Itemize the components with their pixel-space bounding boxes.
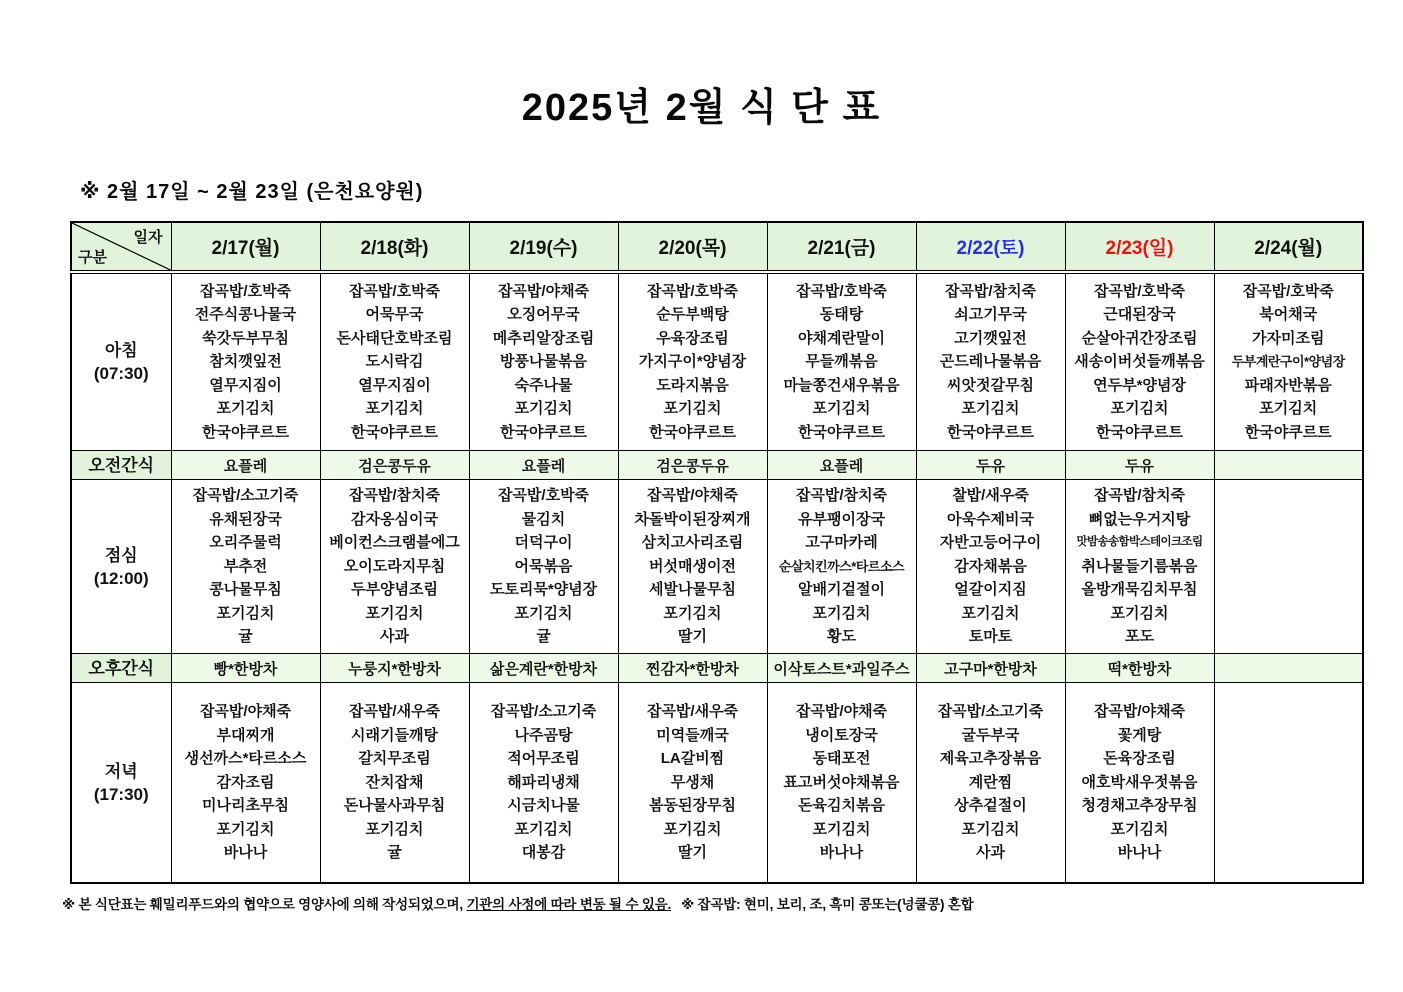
footnote-grain-note: ※ 잡곡밥: 현미, 보리, 조, 흑미 콩또는(넝쿨콩) 혼합 bbox=[681, 897, 974, 912]
footnote-underlined-text: 기관의 사정에 따라 변동 될 수 있음. bbox=[466, 897, 672, 912]
menu-item: 귤 bbox=[536, 628, 551, 646]
row-label-morning-snack: 오전간식 bbox=[71, 451, 171, 480]
menu-item: 곤드레나물볶음 bbox=[939, 353, 1042, 371]
menu-item: 돈육김치볶음 bbox=[798, 797, 885, 815]
menu-item: 제육고추장볶음 bbox=[939, 750, 1042, 768]
menu-item: 포기김치 bbox=[1259, 400, 1318, 418]
menu-item: 잡곡밥/야채죽 bbox=[497, 282, 590, 300]
snack-cell: 검은콩두유 bbox=[618, 451, 767, 480]
menu-item: 꽃게탕 bbox=[1117, 726, 1162, 744]
corner-cell bbox=[71, 222, 171, 272]
menu-item: 쑥갓두부무침 bbox=[202, 329, 289, 347]
menu-cell bbox=[469, 272, 618, 451]
menu-item: 상추겉절이 bbox=[954, 797, 1027, 815]
morning-snack-row bbox=[71, 451, 1363, 480]
menu-item: 오리주물럭 bbox=[209, 534, 282, 552]
menu-cell bbox=[1214, 683, 1363, 884]
menu-cell bbox=[916, 683, 1065, 884]
menu-item: 잡곡밥/호박죽 bbox=[348, 282, 441, 300]
menu-item: 포기김치 bbox=[365, 820, 424, 838]
menu-cell bbox=[618, 272, 767, 451]
menu-cell bbox=[171, 683, 320, 884]
snack-cell: 두유 bbox=[1065, 451, 1214, 480]
menu-item: 돈사태단호박조림 bbox=[336, 329, 453, 347]
menu-item: 귤 bbox=[387, 844, 402, 862]
menu-item: 찰밥/새우죽 bbox=[952, 487, 1029, 505]
dinner-row bbox=[71, 683, 1363, 884]
menu-item: 콩나물무침 bbox=[209, 581, 282, 599]
menu-item: 잡곡밥/소고기죽 bbox=[937, 703, 1044, 721]
menu-cell bbox=[171, 480, 320, 654]
menu-item: 열무지짐이 bbox=[358, 376, 431, 394]
menu-item: 포기김치 bbox=[961, 604, 1020, 622]
menu-item: 가자미조림 bbox=[1252, 329, 1325, 347]
menu-item: 두부계란구이*양념장 bbox=[1231, 354, 1345, 370]
menu-item: 포기김치 bbox=[1110, 400, 1169, 418]
column-header-tue: 2/18(화) bbox=[320, 222, 469, 272]
column-header-mon: 2/17(월) bbox=[171, 222, 320, 272]
menu-cell bbox=[618, 683, 767, 884]
menu-item: 사과 bbox=[380, 628, 409, 646]
snack-cell: 요플레 bbox=[767, 451, 916, 480]
menu-cell bbox=[469, 683, 618, 884]
menu-item: 방풍나물볶음 bbox=[500, 353, 587, 371]
menu-item: 무생채 bbox=[670, 773, 715, 791]
menu-item: 잡곡밥/새우죽 bbox=[348, 703, 441, 721]
snack-cell: 요플레 bbox=[469, 451, 618, 480]
menu-item: 잡곡밥/야채죽 bbox=[795, 703, 888, 721]
menu-item: 애호박새우젓볶음 bbox=[1081, 773, 1198, 791]
column-header-sat: 2/22(토) bbox=[916, 222, 1065, 272]
menu-item: 오징어무국 bbox=[507, 306, 580, 324]
menu-cell bbox=[320, 272, 469, 451]
menu-item: 포기김치 bbox=[663, 400, 722, 418]
menu-item: 계란찜 bbox=[968, 773, 1013, 791]
menu-item: 귤 bbox=[238, 628, 253, 646]
row-label-lunch bbox=[71, 480, 171, 654]
menu-item: 두부양념조림 bbox=[351, 581, 438, 599]
row-label-time: (12:00) bbox=[93, 568, 149, 588]
menu-cell bbox=[469, 480, 618, 654]
snack-cell: 고구마*한방차 bbox=[916, 654, 1065, 683]
lunch-row bbox=[71, 480, 1363, 654]
menu-item: 한국야쿠르트 bbox=[1096, 423, 1183, 441]
menu-item: 황도 bbox=[827, 628, 856, 646]
menu-item: 베이컨스크램블에그 bbox=[329, 534, 460, 552]
menu-item: 도라지볶음 bbox=[656, 376, 729, 394]
menu-item: 한국야쿠르트 bbox=[649, 423, 736, 441]
row-label-time: (17:30) bbox=[93, 784, 149, 804]
snack-cell bbox=[1214, 451, 1363, 480]
menu-item: 한국야쿠르트 bbox=[947, 423, 1034, 441]
menu-item: 우육장조림 bbox=[656, 329, 729, 347]
menu-item: 고구마카레 bbox=[805, 534, 878, 552]
menu-item: 도시락김 bbox=[365, 353, 424, 371]
menu-item: 열무지짐이 bbox=[209, 376, 282, 394]
meal-plan-table bbox=[70, 221, 1364, 884]
menu-item: 토마토 bbox=[968, 628, 1013, 646]
menu-item: 감자채볶음 bbox=[954, 557, 1027, 575]
menu-cell bbox=[1214, 272, 1363, 451]
menu-item: 바나나 bbox=[1117, 844, 1162, 862]
menu-item: 올방개묵김치무침 bbox=[1081, 581, 1198, 599]
snack-cell: 검은콩두유 bbox=[320, 451, 469, 480]
menu-item: 생선까스*타르소스 bbox=[184, 750, 307, 768]
menu-item: 표고버섯야채볶음 bbox=[783, 773, 900, 791]
menu-item: 돈나물사과무침 bbox=[343, 797, 446, 815]
menu-item: 나주곰탕 bbox=[514, 726, 573, 744]
menu-item: 마늘쫑건새우볶음 bbox=[783, 376, 900, 394]
menu-item: 아욱수제비국 bbox=[947, 510, 1034, 528]
menu-cell bbox=[320, 683, 469, 884]
menu-item: 잡곡밥/호박죽 bbox=[646, 282, 739, 300]
menu-item: 잡곡밥/참치죽 bbox=[944, 282, 1037, 300]
menu-item: 야채계란말이 bbox=[798, 329, 885, 347]
menu-item: 잡곡밥/호박죽 bbox=[199, 282, 292, 300]
menu-item: 청경채고추장무침 bbox=[1081, 797, 1198, 815]
menu-item: 잡곡밥/참치죽 bbox=[1093, 487, 1186, 505]
menu-item: 순두부백탕 bbox=[656, 306, 729, 324]
menu-item: 오이도라지무침 bbox=[343, 557, 446, 575]
menu-item: 대봉감 bbox=[521, 844, 566, 862]
menu-item: 잡곡밥/호박죽 bbox=[1242, 282, 1334, 300]
menu-item: 포기김치 bbox=[514, 604, 573, 622]
menu-item: 시금치나물 bbox=[507, 797, 580, 815]
menu-item: 유부팽이장국 bbox=[798, 510, 885, 528]
afternoon-snack-row bbox=[71, 654, 1363, 683]
menu-cell bbox=[1065, 683, 1214, 884]
menu-item: 무들깨볶음 bbox=[805, 353, 878, 371]
snack-cell: 삶은계란*한방차 bbox=[469, 654, 618, 683]
menu-item: 잡곡밥/야채죽 bbox=[199, 703, 292, 721]
menu-item: 가지구이*양념장 bbox=[638, 353, 747, 371]
menu-item: 잡곡밥/야채죽 bbox=[1093, 703, 1186, 721]
column-header-next-mon: 2/24(월) bbox=[1214, 222, 1363, 272]
menu-item: 한국야쿠르트 bbox=[202, 423, 289, 441]
menu-item: 잡곡밥/호박죽 bbox=[795, 282, 888, 300]
menu-item: 포기김치 bbox=[365, 400, 424, 418]
row-label-time: (07:30) bbox=[93, 364, 149, 383]
menu-item: 숙주나물 bbox=[514, 376, 573, 394]
menu-item: 포기김치 bbox=[961, 820, 1020, 838]
menu-cell bbox=[916, 272, 1065, 451]
menu-item: 굴두부국 bbox=[961, 726, 1020, 744]
menu-item: 포기김치 bbox=[1110, 604, 1169, 622]
menu-item: 잡곡밥/호박죽 bbox=[1093, 282, 1186, 300]
menu-cell bbox=[767, 683, 916, 884]
menu-item: 뼈없는우거지탕 bbox=[1088, 510, 1191, 528]
menu-item: 바나나 bbox=[223, 844, 268, 862]
menu-item: 더덕구이 bbox=[514, 534, 573, 552]
menu-item: 순살치킨까스*타르소스 bbox=[778, 558, 905, 574]
menu-item: 물김치 bbox=[521, 510, 566, 528]
menu-item: 포기김치 bbox=[514, 400, 573, 418]
menu-item: 차돌박이된장찌개 bbox=[634, 510, 751, 528]
menu-item: 포기김치 bbox=[812, 604, 871, 622]
menu-item: 어묵볶음 bbox=[514, 557, 573, 575]
corner-label-category: 구분 bbox=[78, 249, 107, 266]
menu-item: 유채된장국 bbox=[209, 510, 282, 528]
snack-cell: 빵*한방차 bbox=[171, 654, 320, 683]
menu-item: 포기김치 bbox=[514, 820, 573, 838]
menu-item: 포기김치 bbox=[812, 400, 871, 418]
menu-item: 딸기 bbox=[678, 844, 707, 862]
menu-item: 얼갈이지짐 bbox=[954, 581, 1027, 599]
menu-item: 바나나 bbox=[819, 844, 864, 862]
row-label-breakfast bbox=[71, 272, 171, 451]
menu-item: 잡곡밥/소고기죽 bbox=[192, 487, 299, 505]
menu-item: 연두부*양념장 bbox=[1093, 376, 1186, 394]
menu-item: 잡곡밥/야채죽 bbox=[646, 487, 739, 505]
menu-item: 포기김치 bbox=[365, 604, 424, 622]
menu-item: 돈육장조림 bbox=[1103, 750, 1176, 768]
menu-item: 봄동된장무침 bbox=[649, 797, 736, 815]
menu-item: 포기김치 bbox=[812, 820, 871, 838]
date-range-note: ※ 2월 17일 ~ 2월 23일 (은천요양원) bbox=[80, 181, 424, 203]
menu-cell bbox=[767, 272, 916, 451]
menu-item: 미나리초무침 bbox=[202, 797, 289, 815]
menu-cell bbox=[171, 272, 320, 451]
menu-item: 세발나물무침 bbox=[649, 581, 736, 599]
menu-item: 잡곡밥/호박죽 bbox=[497, 487, 590, 505]
menu-cell bbox=[1214, 480, 1363, 654]
menu-item: 새송이버섯들깨볶음 bbox=[1074, 353, 1205, 371]
menu-cell bbox=[1065, 480, 1214, 654]
column-header-thu: 2/20(목) bbox=[618, 222, 767, 272]
menu-item: 맛밤송송함박스테이크조림 bbox=[1076, 536, 1203, 549]
menu-item: 근대된장국 bbox=[1103, 306, 1176, 324]
menu-item: 동태포전 bbox=[812, 750, 871, 768]
menu-item: 한국야쿠르트 bbox=[798, 423, 885, 441]
menu-item: 적어무조림 bbox=[507, 750, 580, 768]
menu-item: 미역들깨국 bbox=[656, 726, 729, 744]
menu-cell bbox=[618, 480, 767, 654]
menu-item: 고기깻잎전 bbox=[954, 329, 1027, 347]
menu-item: 도토리묵*양념장 bbox=[489, 581, 598, 599]
row-label-dinner bbox=[71, 683, 171, 884]
menu-item: 갈치무조림 bbox=[358, 750, 431, 768]
snack-cell bbox=[1214, 654, 1363, 683]
menu-item: 파래자반볶음 bbox=[1244, 376, 1332, 394]
menu-item: 해파리냉채 bbox=[507, 773, 580, 791]
snack-cell: 누룽지*한방차 bbox=[320, 654, 469, 683]
menu-cell bbox=[916, 480, 1065, 654]
menu-item: 시래기들깨탕 bbox=[351, 726, 438, 744]
column-header-fri: 2/21(금) bbox=[767, 222, 916, 272]
menu-item: 취나물들기름볶음 bbox=[1081, 557, 1198, 575]
menu-cell bbox=[1065, 272, 1214, 451]
menu-item: 잡곡밥/새우죽 bbox=[646, 703, 739, 721]
footnote-text: ※ 본 식단표는 훼밀리푸드와의 협약으로 영양사에 의해 작성되었으며, bbox=[62, 897, 467, 912]
menu-item: 한국야쿠르트 bbox=[500, 423, 587, 441]
menu-item: 한국야쿠르트 bbox=[1244, 423, 1332, 441]
menu-item: LA갈비찜 bbox=[660, 750, 725, 768]
menu-item: 잔치잡채 bbox=[365, 773, 424, 791]
menu-item: 자반고등어구이 bbox=[939, 534, 1042, 552]
menu-item: 알배기겉절이 bbox=[798, 581, 885, 599]
row-label-text: 점심 bbox=[104, 545, 138, 565]
menu-item: 잡곡밥/참치죽 bbox=[348, 487, 441, 505]
menu-item: 포기김치 bbox=[663, 820, 722, 838]
menu-item: 잡곡밥/참치죽 bbox=[795, 487, 888, 505]
row-label-text: 아침 bbox=[104, 341, 138, 360]
menu-item: 동태탕 bbox=[819, 306, 864, 324]
menu-item: 씨앗젓갈무침 bbox=[947, 376, 1034, 394]
menu-item: 포기김치 bbox=[216, 400, 275, 418]
menu-item: 어묵무국 bbox=[365, 306, 424, 324]
header-row bbox=[71, 222, 1363, 272]
page-title: 2025년 2월 식 단 표 bbox=[521, 87, 882, 129]
menu-item: 감자조림 bbox=[216, 773, 275, 791]
menu-item: 북어채국 bbox=[1259, 306, 1318, 324]
menu-cell bbox=[767, 480, 916, 654]
menu-item: 사과 bbox=[976, 844, 1005, 862]
snack-cell: 떡*한방차 bbox=[1065, 654, 1214, 683]
snack-cell: 찐감자*한방차 bbox=[618, 654, 767, 683]
menu-item: 참치깻잎전 bbox=[209, 353, 282, 371]
menu-item: 포기김치 bbox=[216, 604, 275, 622]
menu-item: 냉이토장국 bbox=[805, 726, 878, 744]
menu-item: 부추전 bbox=[223, 557, 268, 575]
snack-cell: 이삭토스트*과일주스 bbox=[767, 654, 916, 683]
corner-label-date: 일자 bbox=[133, 229, 163, 246]
menu-item: 삼치고사리조림 bbox=[641, 534, 744, 552]
menu-item: 포기김치 bbox=[1110, 820, 1169, 838]
menu-item: 전주식콩나물국 bbox=[194, 306, 297, 324]
menu-item: 잡곡밥/소고기죽 bbox=[490, 703, 597, 721]
menu-item: 부대찌개 bbox=[216, 726, 275, 744]
menu-cell bbox=[320, 480, 469, 654]
snack-cell: 요플레 bbox=[171, 451, 320, 480]
column-header-wed: 2/19(수) bbox=[469, 222, 618, 272]
row-label-afternoon-snack: 오후간식 bbox=[71, 654, 171, 683]
menu-item: 포도 bbox=[1125, 628, 1154, 646]
column-header-sun: 2/23(일) bbox=[1065, 222, 1214, 272]
menu-item: 버섯매생이전 bbox=[649, 557, 736, 575]
menu-item: 포기김치 bbox=[663, 604, 722, 622]
menu-item: 쇠고기무국 bbox=[954, 306, 1027, 324]
menu-item: 포기김치 bbox=[961, 400, 1020, 418]
row-label-text: 저녁 bbox=[104, 761, 138, 781]
menu-item: 한국야쿠르트 bbox=[351, 423, 438, 441]
footnote bbox=[62, 893, 1403, 913]
menu-item: 포기김치 bbox=[216, 820, 275, 838]
breakfast-row bbox=[71, 272, 1363, 451]
menu-item: 감자옹심이국 bbox=[351, 510, 438, 528]
menu-item: 메추리알장조림 bbox=[492, 329, 595, 347]
menu-item: 딸기 bbox=[678, 628, 707, 646]
snack-cell: 두유 bbox=[916, 451, 1065, 480]
menu-item: 순살아귀간장조림 bbox=[1081, 329, 1198, 347]
